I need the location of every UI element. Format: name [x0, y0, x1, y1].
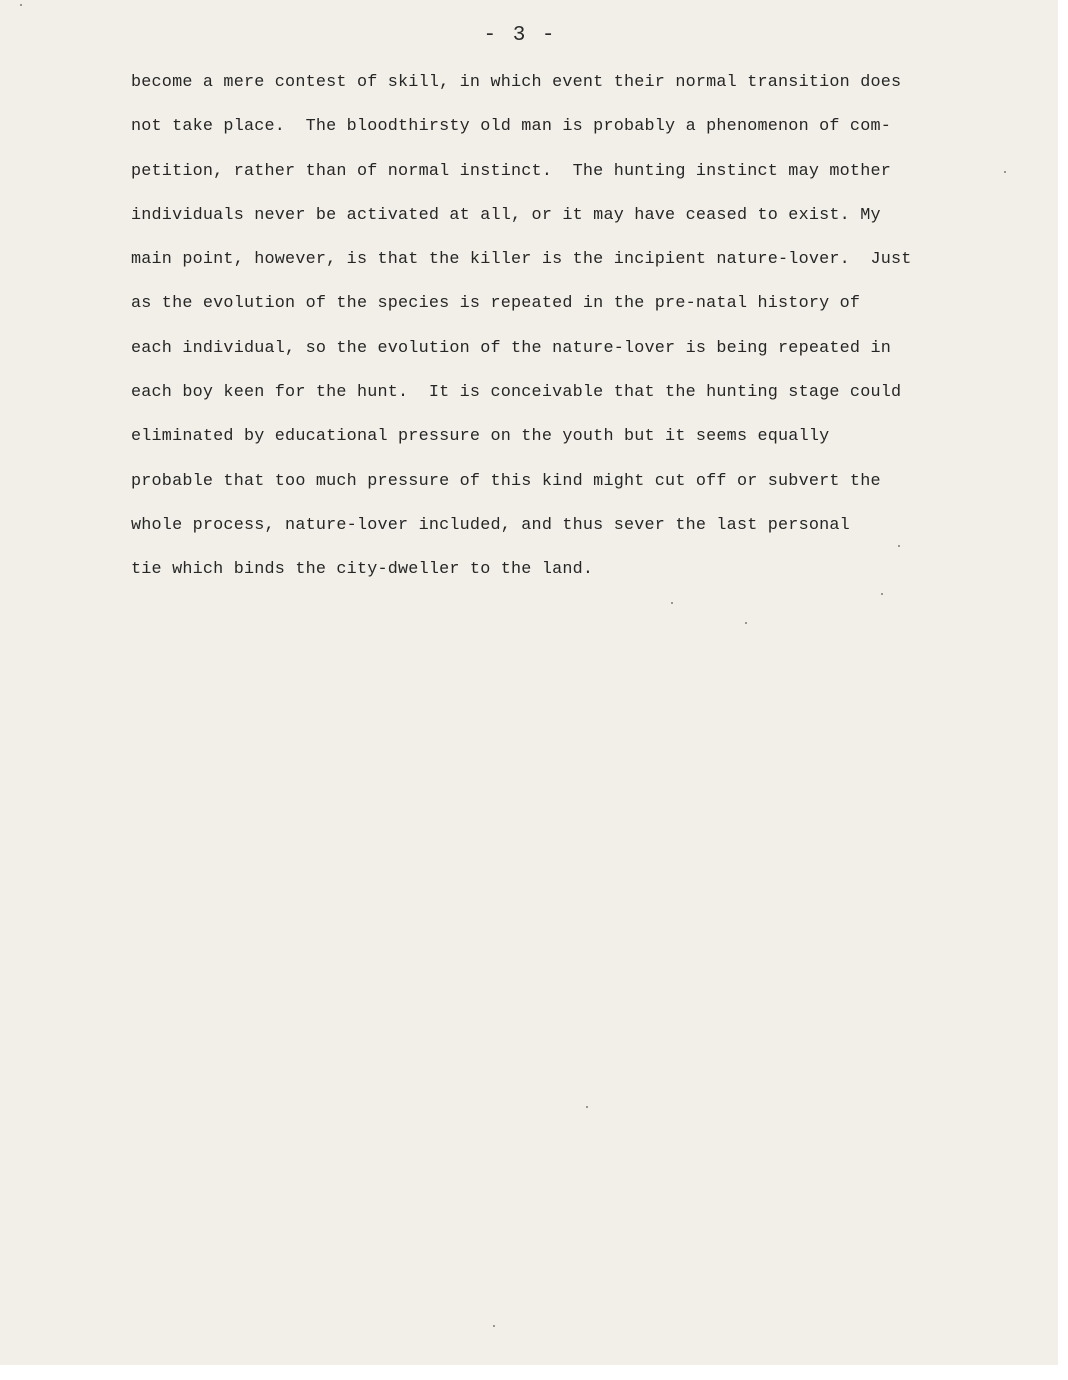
text-line: whole process, nature-lover included, and thus sever the last personal: [131, 515, 850, 535]
text-line: not take place. The bloodthirsty old man is probably a phenomenon of com-: [131, 117, 892, 137]
page-number: - 3 -: [483, 24, 557, 47]
text-line: individuals never be activated at all, or it may have ceased to exist. My: [131, 205, 881, 225]
text-line: main point, however, is that the killer is the incipient nature-lover. Just: [131, 250, 912, 270]
text-line: become a mere contest of skill, in which event their normal transition does: [131, 73, 902, 92]
text-line: each individual, so the evolution of the nature-lover is being repeated in: [131, 338, 892, 358]
paper-speck: [586, 1106, 588, 1108]
text-line: eliminated by educational pressure on the youth but it seems equally: [131, 427, 830, 447]
text-line: probable that too much pressure of this kind might cut off or subvert the: [131, 471, 881, 491]
text-line: each boy keen for the hunt. It is conceivable that the hunting stage could: [131, 383, 902, 403]
paper-speck: [881, 593, 883, 595]
body-text: [131, 68, 1011, 600]
paper-speck: [20, 4, 22, 6]
paper-speck: [745, 622, 747, 624]
text-line: as the evolution of the species is repeated in the pre-natal history of: [131, 294, 861, 314]
text-line: petition, rather than of normal instinct. The hunting instinct may mother: [131, 161, 892, 181]
paper-speck: [493, 1325, 495, 1327]
paper-speck: [671, 602, 673, 604]
paper-speck: [1004, 171, 1006, 173]
paper-speck: [898, 545, 900, 547]
text-line: tie which binds the city-dweller to the land.: [131, 560, 594, 580]
